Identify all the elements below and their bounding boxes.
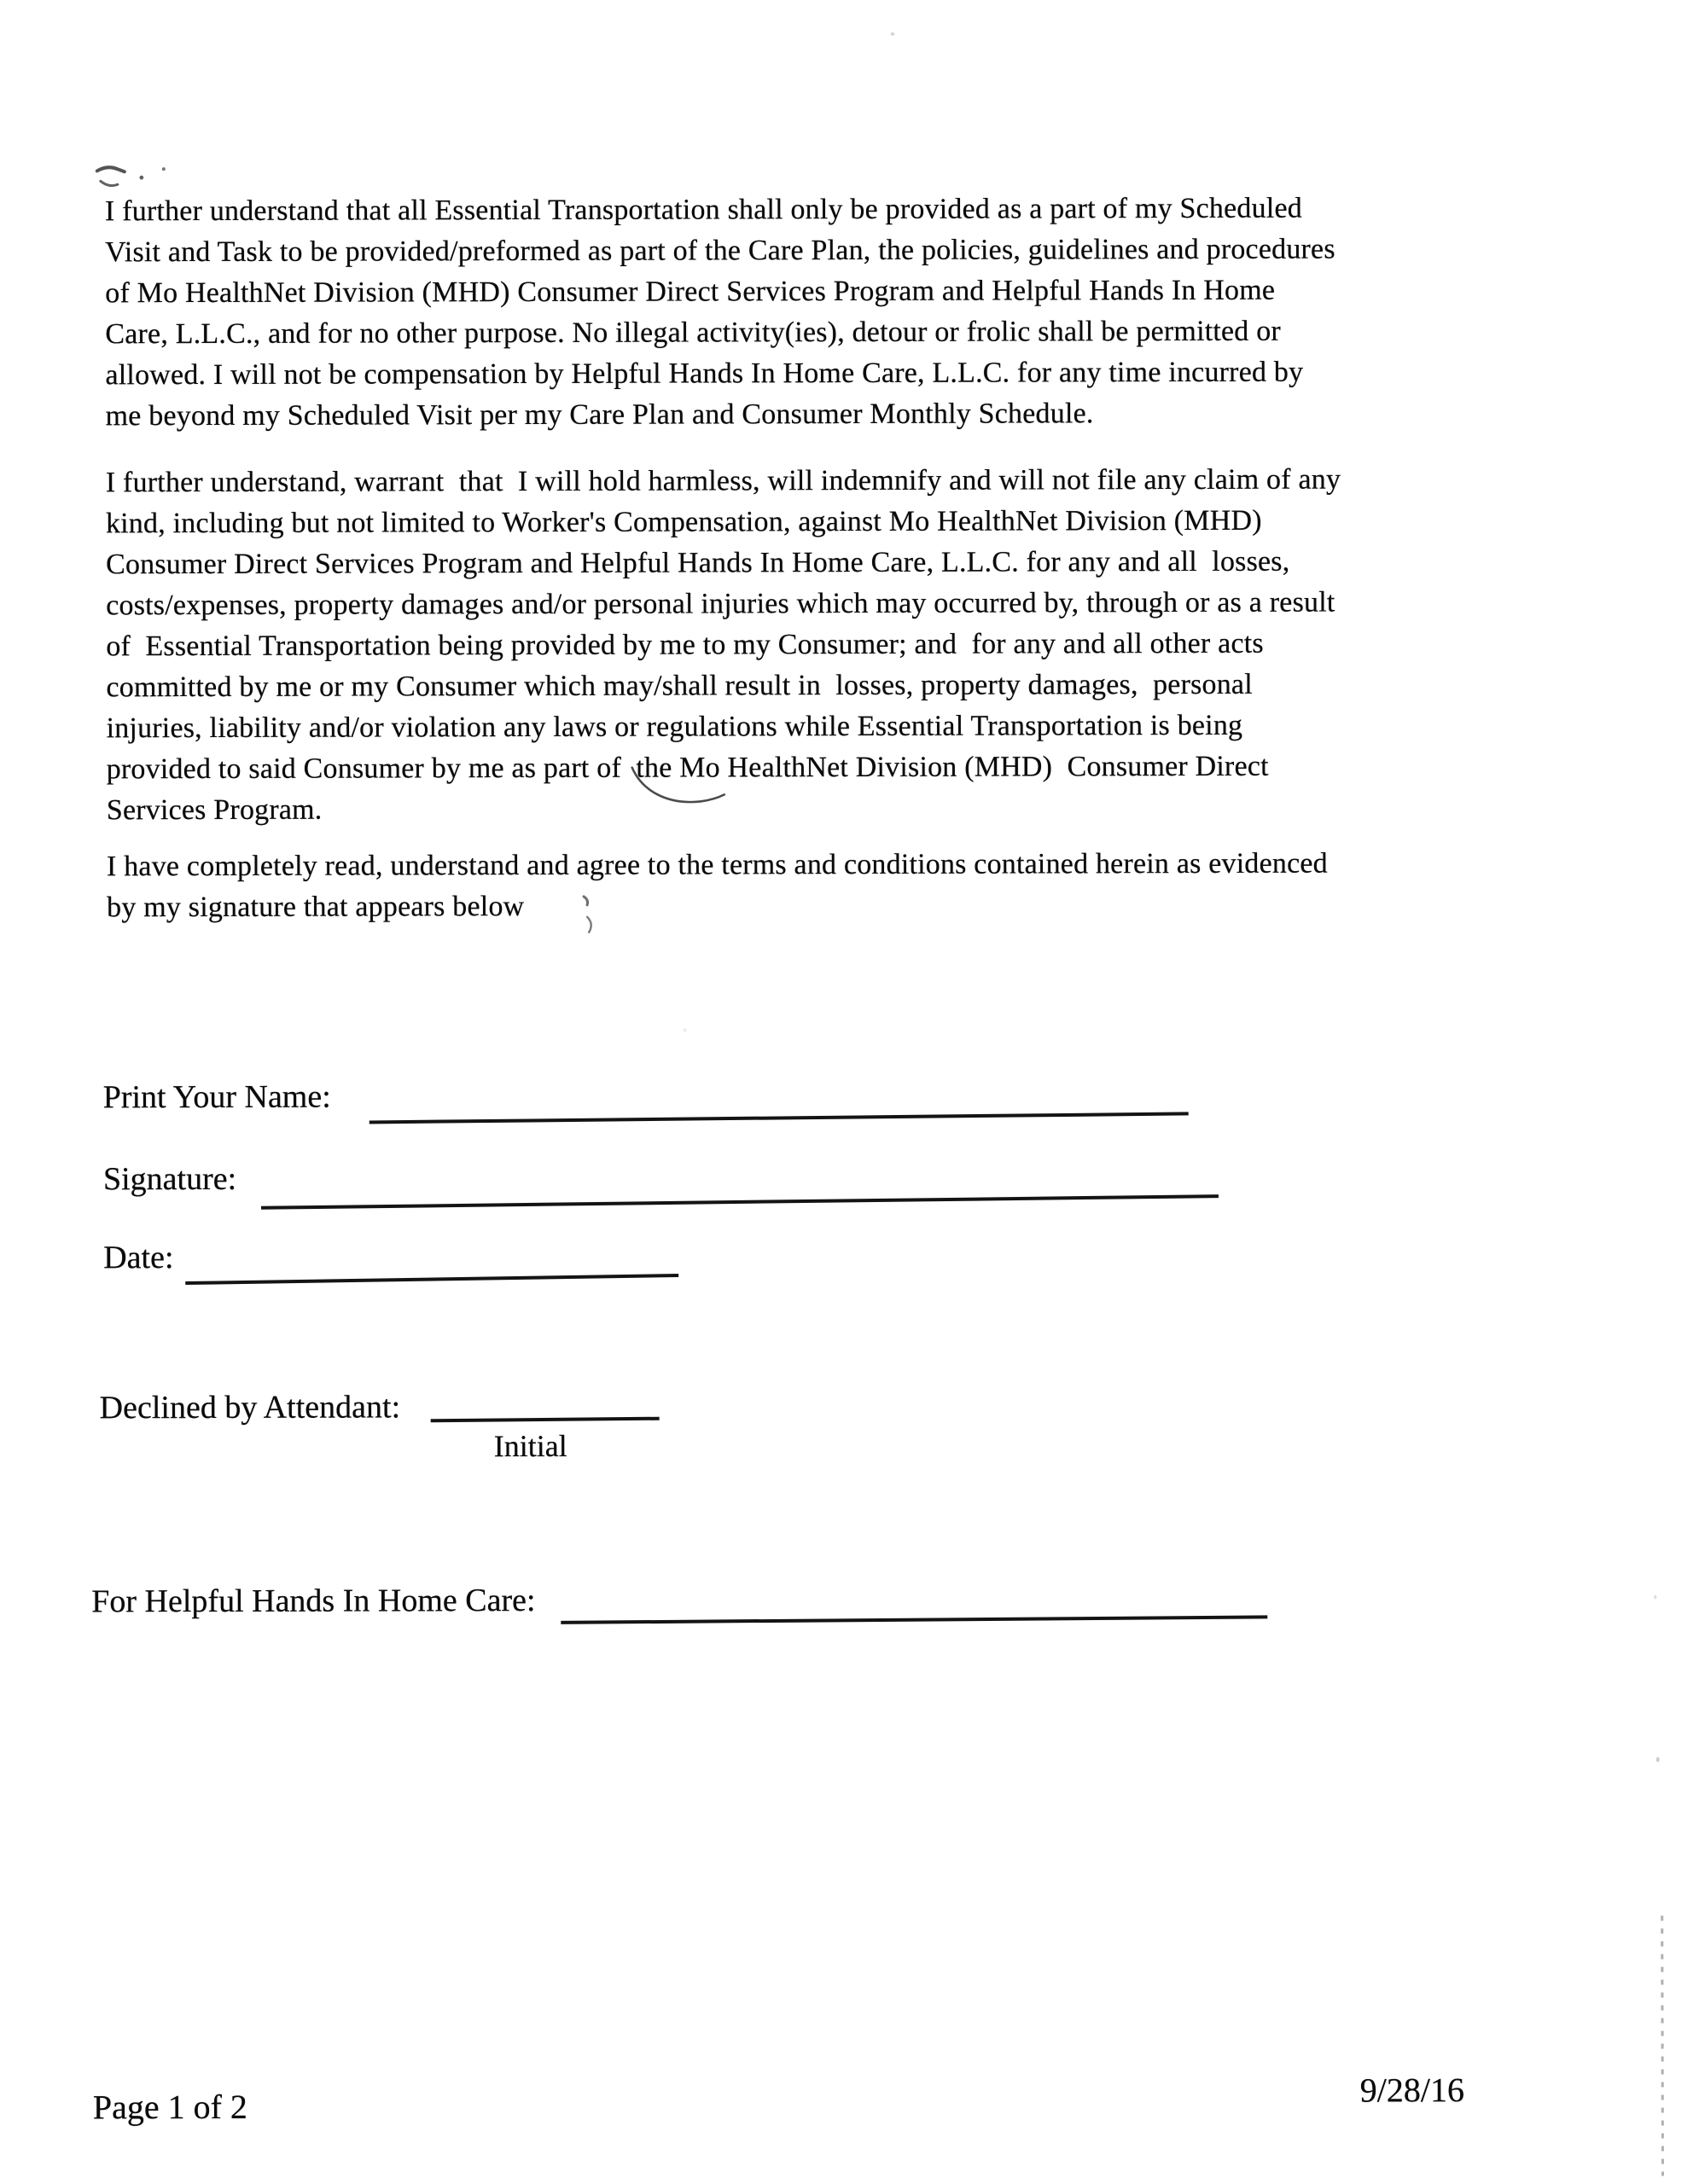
- declined-by-attendant-label: Declined by Attendant:: [99, 1389, 401, 1426]
- scan-speck: [890, 32, 894, 36]
- declined-initial-line: [431, 1417, 660, 1423]
- footer-date: 9/28/16: [1359, 2071, 1465, 2110]
- scan-speck: [1656, 1757, 1660, 1763]
- paragraph-acknowledgment: I have completely read, understand and agree to the terms and conditions contained herein as evidenced by my signature that appears below: [106, 847, 1328, 924]
- scan-edge-dash-artifact: [1661, 1916, 1664, 2176]
- company-signature-line: [561, 1615, 1267, 1624]
- print-name-label: Print Your Name:: [102, 1078, 331, 1116]
- page-number: Page 1 of 2: [92, 2087, 247, 2127]
- date-line: [185, 1274, 678, 1285]
- paragraph-transportation-terms: I further understand that all Essential Transportation shall only be provided as a part of my Scheduled Visit and Task to be provided/preformed as part of the Care Plan, the policies, guidelines and procedures of Mo HealthNet Division (MHD) Consumer Direct Services Program and Helpful Hands In Home Care, L.L.C., and for no other purpose. No illegal activity(ies), detour or frolic shall be permitted or allowed. I will not be compensation by Helpful Hands In Home Care, L.L.C. for any time incurred by me beyond my Scheduled Visit per my Care Plan and Consumer Monthly Schedule.: [104, 192, 1335, 433]
- field-signature: [103, 1160, 236, 1198]
- field-print-name: [103, 1078, 331, 1117]
- initial-caption: Initial: [493, 1428, 567, 1464]
- signature-label: Signature:: [102, 1160, 237, 1198]
- company-signature-label: For Helpful Hands In Home Care:: [91, 1582, 536, 1620]
- field-company-signature: [91, 1582, 535, 1620]
- scan-speck: [683, 1029, 686, 1032]
- field-declined-by-attendant: [99, 1388, 567, 1464]
- print-name-signature-line: [369, 1112, 1189, 1124]
- field-date: [103, 1239, 173, 1276]
- signature-line: [261, 1194, 1219, 1210]
- date-label: Date:: [103, 1240, 174, 1276]
- scan-speck: [1654, 1595, 1656, 1600]
- paragraph-hold-harmless: I further understand, warrant that I will hold harmless, will indemnify and will not file any claim of any kind, including but not limited to Worker's Compensation, against Mo HealthNet Division (MHD) Consumer Direct Services Program and Helpful Hands In Home Care, L.L.C. for any and all losses, costs/expenses, property damages and/or personal injuries which may occurred by, through or as a result of Essential Transportation being provided by me to my Consumer; and for any and all other acts committed by me or my Consumer which may/shall result in losses, property damages, personal injuries, liability and/or violation any laws or regulations while Essential Transportation is being provided to said Consumer by me as part of the Mo HealthNet Division (MHD) Consumer Direct Services Program.: [105, 463, 1341, 827]
